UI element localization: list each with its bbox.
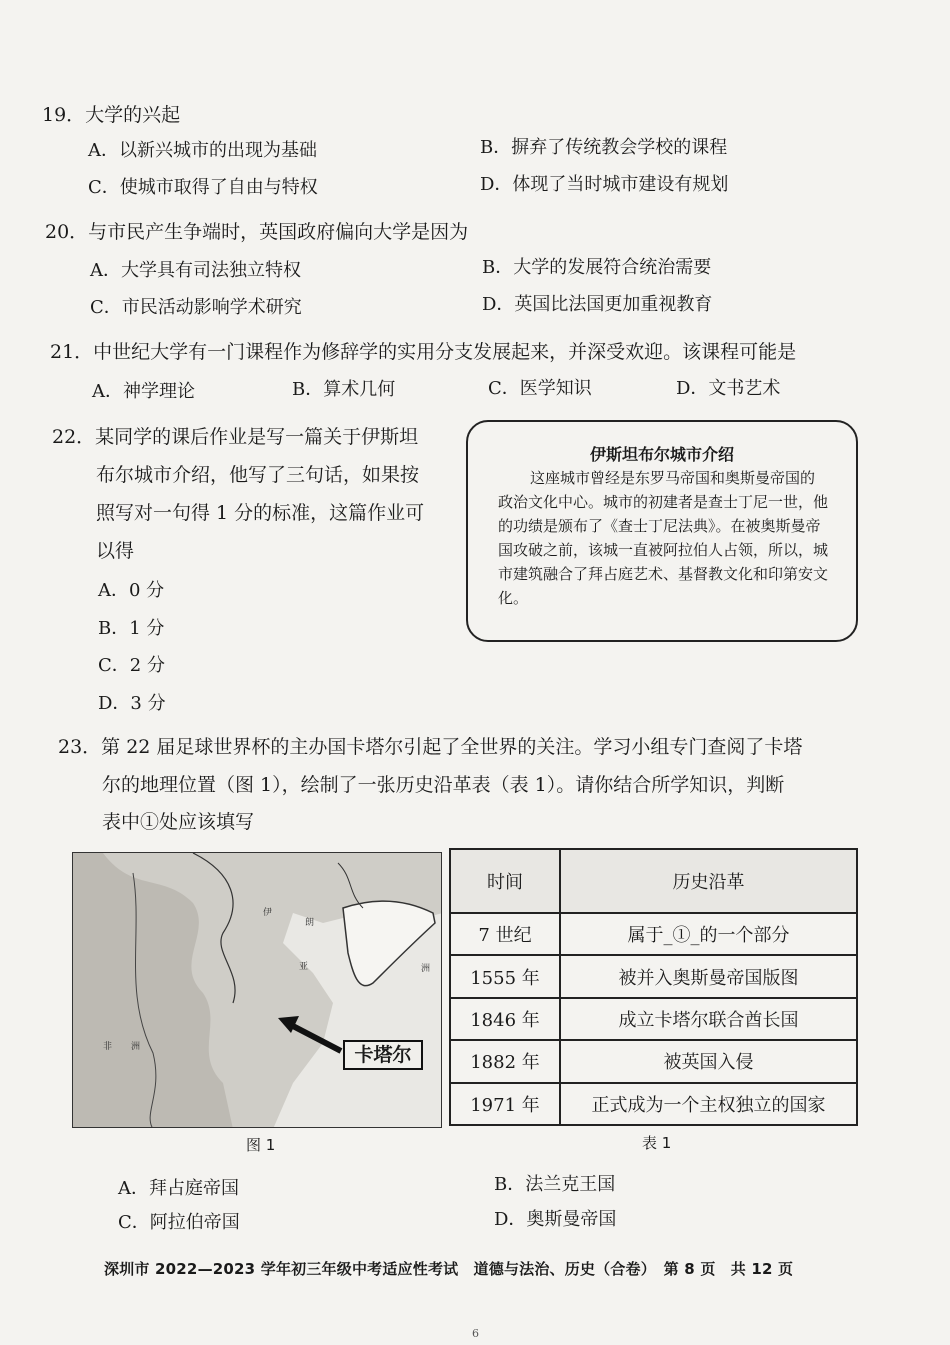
- table-cell: 成立卡塔尔联合酋长国: [560, 998, 857, 1040]
- istanbul-intro-box: [466, 420, 858, 642]
- q23-stem-line2: 尔的地理位置（图 1），绘制了一张历史沿革表（表 1）。请你结合所学知识，判断: [102, 774, 785, 796]
- history-table: [449, 848, 858, 1126]
- table-row: [450, 1040, 857, 1082]
- q20-option-a: A．大学具有司法独立特权: [90, 260, 301, 281]
- table-header-time: 时间: [450, 849, 560, 913]
- q20-option-c: C．市民活动影响学术研究: [90, 297, 302, 318]
- q19-option-d: D．体现了当时城市建设有规划: [480, 174, 729, 195]
- q20-stem: 20．与市民产生争端时，英国政府偏向大学是因为: [45, 221, 469, 243]
- q22-option-b: B．1 分: [98, 618, 165, 639]
- map-label-6: 洲: [131, 1042, 141, 1052]
- table-cell: 属于_①_的一个部分: [560, 913, 857, 955]
- q21-option-a: A．神学理论: [92, 381, 195, 402]
- q21-option-c: C．医学知识: [488, 378, 592, 399]
- qatar-callout: 卡塔尔: [343, 1040, 423, 1070]
- q22-stem-line4: 以得: [96, 540, 135, 562]
- table-cell: 7 世纪: [450, 913, 560, 955]
- map-label-4: 洲: [421, 964, 431, 974]
- page-number: 6: [472, 1327, 479, 1340]
- q22-stem-line3: 照写对一句得 1 分的标准，这篇作业可: [96, 502, 425, 524]
- q22-option-d: D．3 分: [98, 693, 166, 714]
- q23-option-c: C．阿拉伯帝国: [118, 1212, 240, 1233]
- table-header-history: 历史沿革: [560, 849, 857, 913]
- table-row: [450, 955, 857, 997]
- box-title: 伊斯坦布尔城市介绍: [589, 445, 734, 464]
- map-label-3: 亚: [299, 962, 309, 972]
- table-cell: 1846 年: [450, 998, 560, 1040]
- table-row: [450, 913, 857, 955]
- q19-option-a: A．以新兴城市的出现为基础: [88, 140, 317, 161]
- page-footer: 深圳市 2022—2023 学年初三年级中考适应性考试 道德与法治、历史（合卷） 第 8 页 共 12 页: [104, 1260, 794, 1278]
- q23-stem-line1: 23．第 22 届足球世界杯的主办国卡塔尔引起了全世界的关注。学习小组专门查阅了卡塔: [58, 736, 803, 758]
- q22-stem-line2: 布尔城市介绍，他写了三句话，如果按: [96, 464, 420, 486]
- table-caption: 表 1: [642, 1134, 672, 1152]
- q21-option-b: B．算术几何: [292, 379, 396, 400]
- q20-option-b: B．大学的发展符合统治需要: [482, 257, 712, 278]
- table-row: [450, 998, 857, 1040]
- q23-option-d: D．奥斯曼帝国: [494, 1209, 617, 1230]
- q22-option-a: A．0 分: [98, 580, 165, 601]
- table-cell: 1971 年: [450, 1083, 560, 1125]
- q19-option-b: B．摒弃了传统教会学校的课程: [480, 137, 728, 158]
- q22-stem-line1: 22．某同学的课后作业是写一篇关于伊斯坦: [52, 426, 419, 448]
- map-drawing: [73, 853, 442, 1128]
- table-cell: 被并入奥斯曼帝国版图: [560, 955, 857, 997]
- figure-caption: 图 1: [246, 1136, 276, 1154]
- q23-option-b: B．法兰克王国: [494, 1174, 616, 1195]
- q19-stem: 19．大学的兴起: [42, 104, 181, 126]
- q21-option-d: D．文书艺术: [676, 378, 781, 399]
- map-label-1: 伊: [263, 908, 273, 918]
- table-cell: 被英国入侵: [560, 1040, 857, 1082]
- table-cell: 1882 年: [450, 1040, 560, 1082]
- table-cell: 1555 年: [450, 955, 560, 997]
- table-row: [450, 1083, 857, 1125]
- q21-stem: 21．中世纪大学有一门课程作为修辞学的实用分支发展起来，并深受欢迎。该课程可能是: [50, 341, 797, 363]
- map-label-2: 朗: [305, 918, 315, 928]
- box-text: 这座城市曾经是东罗马帝国和奥斯曼帝国的政治文化中心。城市的初建者是查士丁尼一世，他的功绩是颁布了《查士丁尼法典》。在被奥斯曼帝国攻破之前，该城一直被阿拉伯人占领，所以，城市建筑融合了拜占庭艺术、基督教文化和印第安文化。: [498, 469, 829, 607]
- q19-option-c: C．使城市取得了自由与特权: [88, 177, 318, 198]
- table-header-row: [450, 849, 857, 913]
- q22-option-c: C．2 分: [98, 655, 165, 676]
- map-label-5: 非: [103, 1042, 113, 1052]
- table-cell: 正式成为一个主权独立的国家: [560, 1083, 857, 1125]
- q23-option-a: A．拜占庭帝国: [118, 1178, 239, 1199]
- q23-stem-line3: 表中①处应该填写: [102, 811, 255, 833]
- map-figure-1: [72, 852, 442, 1128]
- q20-option-d: D．英国比法国更加重视教育: [482, 294, 713, 315]
